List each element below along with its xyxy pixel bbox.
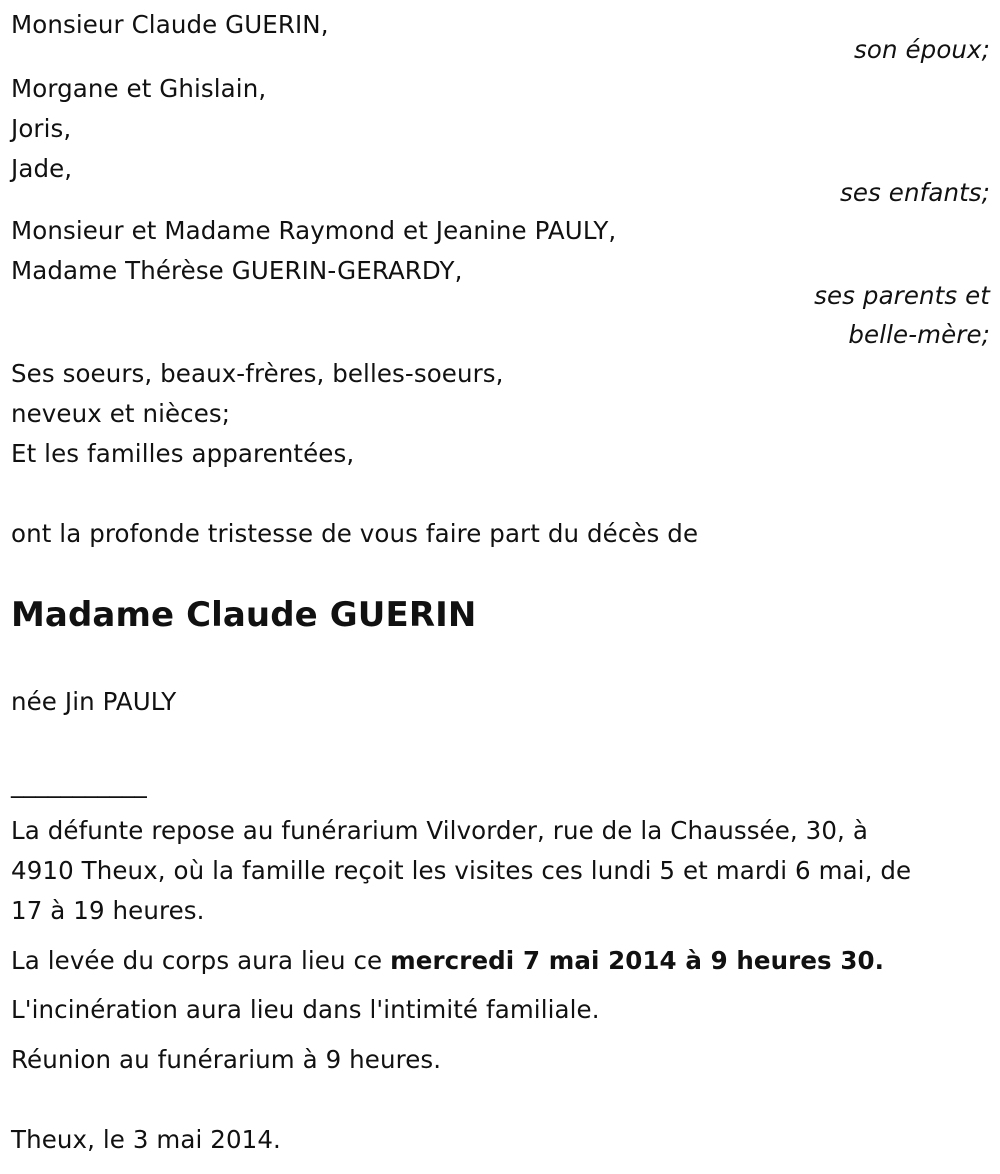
separator-line: ___________ xyxy=(11,769,147,798)
spouse-role: son époux; xyxy=(854,35,990,64)
repose-line-2: 4910 Theux, où la famille reçoit les visites ces lundi 5 et mardi 6 mai, de xyxy=(11,856,912,885)
announcement-text: ont la profonde tristesse de vous faire part du décès de xyxy=(11,519,699,548)
levee-text xyxy=(11,946,885,975)
relatives-1: Ses soeurs, beaux-frères, belles-soeurs, xyxy=(11,359,504,388)
birth-name: née Jin PAULY xyxy=(11,687,177,716)
child-2: Joris, xyxy=(11,114,72,143)
levee-date: mercredi 7 mai 2014 à 9 heures 30. xyxy=(390,946,885,975)
parent-1: Monsieur et Madame Raymond et Jeanine PAULY, xyxy=(11,216,617,245)
incineration-text: L'incinération aura lieu dans l'intimité familiale. xyxy=(11,995,600,1024)
signoff-text: Theux, le 3 mai 2014. xyxy=(11,1125,281,1154)
reunion-text: Réunion au funérarium à 9 heures. xyxy=(11,1045,442,1074)
deceased-name: Madame Claude GUERIN xyxy=(11,595,477,635)
repose-line-1: La défunte repose au funérarium Vilvorder, rue de la Chaussée, 30, à xyxy=(11,816,868,845)
relatives-3: Et les familles apparentées, xyxy=(11,439,355,468)
child-3: Jade, xyxy=(11,154,73,183)
repose-line-3: 17 à 19 heures. xyxy=(11,896,205,925)
parents-role-line-2: belle-mère; xyxy=(848,320,990,349)
spouse-name: Monsieur Claude GUERIN, xyxy=(11,10,329,39)
child-1: Morgane et Ghislain, xyxy=(11,74,267,103)
relatives-2: neveux et nièces; xyxy=(11,399,231,428)
children-role: ses enfants; xyxy=(840,178,990,207)
parents-role-line-1: ses parents et xyxy=(814,281,990,310)
levee-prefix: La levée du corps aura lieu ce xyxy=(11,946,391,975)
parent-2: Madame Thérèse GUERIN-GERARDY, xyxy=(11,256,463,285)
